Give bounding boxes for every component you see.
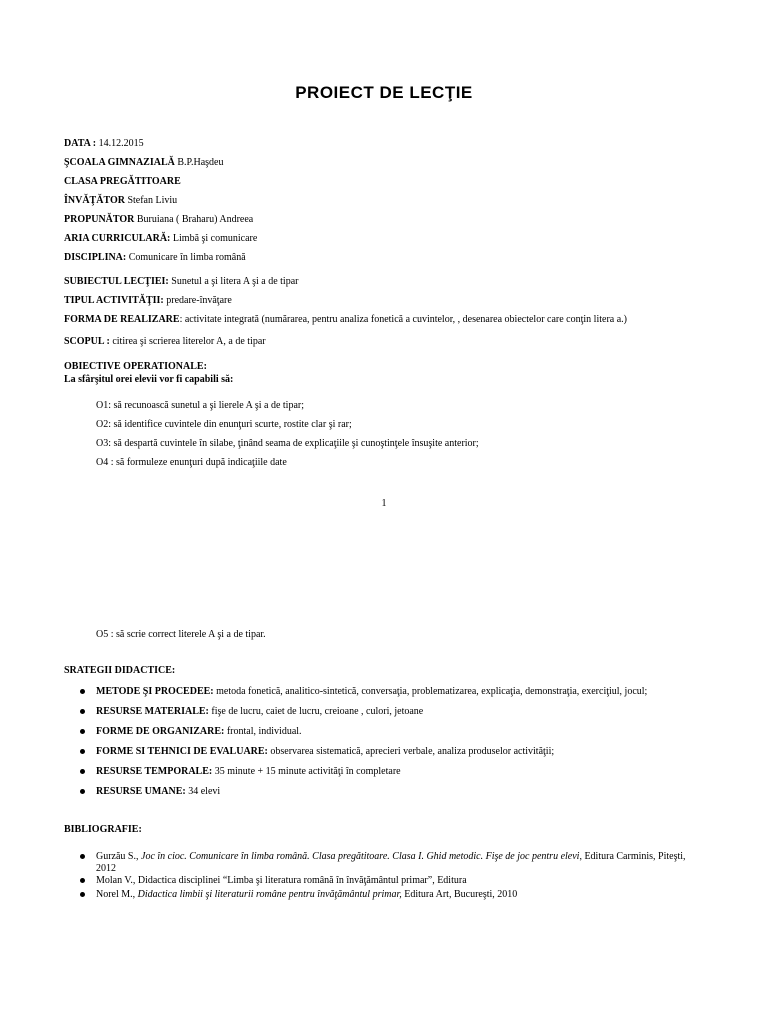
form-label: FORMA DE REALIZARE xyxy=(64,314,180,325)
activity-type-line xyxy=(64,294,232,307)
date-label: DATA : xyxy=(64,138,97,149)
proposer-line xyxy=(64,213,253,226)
activity-type-value: predare-învăţare xyxy=(166,295,232,306)
school-value: B.P.Haşdeu xyxy=(177,157,224,168)
curricular-area-line xyxy=(64,232,257,245)
subject-label: SUBIECTUL LECŢIEI: xyxy=(64,276,169,287)
discipline-value: Comunicare în limba română xyxy=(128,252,246,263)
bibliography-item: Norel M., Didactica limbii şi literaturii române pentru învăţământul primar, Editura Art, Bucureşti, 2010 xyxy=(96,889,518,900)
bullet-icon xyxy=(80,789,85,794)
bullet-icon xyxy=(80,854,85,859)
form-line xyxy=(64,313,627,326)
subject-line xyxy=(64,275,298,288)
proposer-value: Buruiana ( Braharu) Andreea xyxy=(136,214,254,225)
bullet-icon xyxy=(80,729,85,734)
bibliography-item: Gurzău S., Joc în cioc. Comunicare în limba română. Clasa pregătitoare. Clasa I. Ghid metodic. Fişe de joc pentru elevi, Editura Carminis, Piteşti, 2012 xyxy=(96,851,686,874)
teacher-label: ÎNVĂŢĂTOR xyxy=(64,195,125,206)
discipline-line xyxy=(64,251,246,264)
teacher-line xyxy=(64,194,177,207)
class-label: CLASA PREGĂTITOARE xyxy=(64,176,181,187)
strategy-item: RESURSE UMANE: 34 elevi xyxy=(96,786,221,797)
school-label: ŞCOALA GIMNAZIALĂ xyxy=(64,157,175,168)
date-line xyxy=(64,137,144,150)
objectives-heading: OBIECTIVE OPERATIONALE: xyxy=(64,361,207,372)
activity-type-label: TIPUL ACTIVITĂŢII: xyxy=(64,295,164,306)
strategy-item: METODE ŞI PROCEDEE: metoda fonetică, analitico-sintetică, conversaţia, problematizarea, explicaţia, demonstraţia, exerciţiul, jocul; xyxy=(96,686,648,697)
purpose-line xyxy=(64,335,266,348)
curricular-area-value: Limbă şi comunicare xyxy=(172,233,258,244)
class-line xyxy=(64,175,181,188)
school-line xyxy=(64,156,223,169)
purpose-label: SCOPUL : xyxy=(64,336,110,347)
objective-item: O1: să recunoască sunetul a şi lierele A şi a de tipar; xyxy=(96,400,304,411)
date-value: 14.12.2015 xyxy=(98,138,144,149)
bibliography-item: Molan V., Didactica disciplinei “Limba şi literatura română în învăţământul primar”, Editura xyxy=(96,875,467,886)
bullet-icon xyxy=(80,689,85,694)
curricular-area-label: ARIA CURRICULARĂ: xyxy=(64,233,171,244)
strategy-item: FORME DE ORGANIZARE: frontal, individual. xyxy=(96,726,302,737)
objective-item: O5 : să scrie correct literele A şi a de tipar. xyxy=(96,629,266,640)
bullet-icon xyxy=(80,892,85,897)
document-title: PROIECT DE LECŢIE xyxy=(295,83,473,102)
proposer-label: PROPUNĂTOR xyxy=(64,214,135,225)
strategy-item: RESURSE MATERIALE: fişe de lucru, caiet de lucru, creioane , culori, jetoane xyxy=(96,706,424,717)
strategies-heading: SRATEGII DIDACTICE: xyxy=(64,665,176,676)
teacher-value: Stefan Liviu xyxy=(127,195,178,206)
objective-item: O4 : să formuleze enunţuri după indicaţiile date xyxy=(96,457,287,468)
strategy-item: FORME SI TEHNICI DE EVALUARE: observarea sistematică, aprecieri verbale, analiza produselor activităţii; xyxy=(96,746,555,757)
page-number: 1 xyxy=(381,498,387,509)
form-value: : activitate integrată (numărarea, pentru analiza fonetică a cuvintelor, , desenarea obiectelor care conţin litera a.) xyxy=(179,314,627,325)
bullet-icon xyxy=(80,878,85,883)
bullet-icon xyxy=(80,749,85,754)
objectives-subheading: La sfârşitul orei elevii vor fi capabili să: xyxy=(64,374,234,385)
objective-item: O3: să despartă cuvintele în silabe, ţinând seama de explicaţiile şi cunoştinţele însuşite anterior; xyxy=(96,438,479,449)
bibliography-heading: BIBLIOGRAFIE: xyxy=(64,824,142,835)
bullet-icon xyxy=(80,769,85,774)
bullet-icon xyxy=(80,709,85,714)
discipline-label: DISCIPLINA: xyxy=(64,252,127,263)
subject-value: Sunetul a şi litera A şi a de tipar xyxy=(171,276,299,287)
purpose-value: citirea şi scrierea literelor A, a de tipar xyxy=(112,336,266,347)
strategy-item: RESURSE TEMPORALE: 35 minute + 15 minute activităţi în completare xyxy=(96,766,401,777)
objective-item: O2: să identifice cuvintele din enunţuri scurte, rostite clar şi rar; xyxy=(96,419,352,430)
